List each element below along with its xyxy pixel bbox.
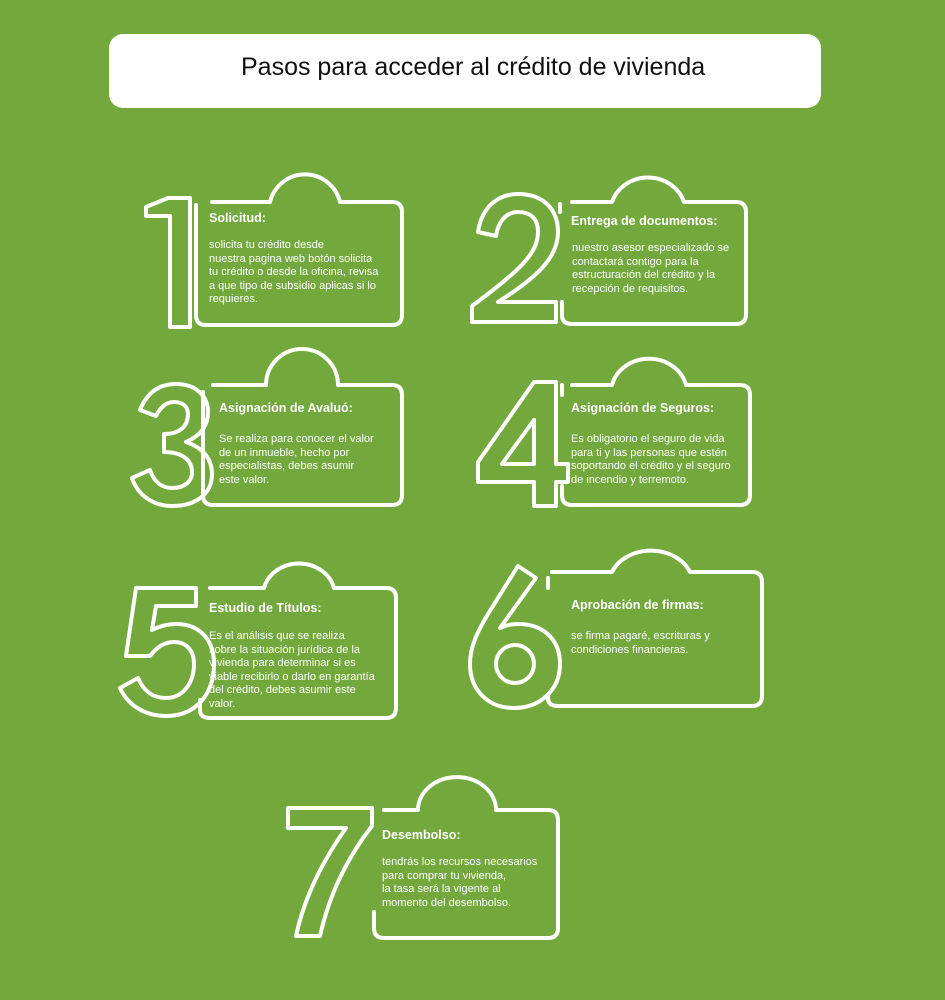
step-3-numeral — [132, 384, 212, 506]
step-5-body: Es el análisis que se realiza sobre la situación jurídica de la vivienda para determinar si es viable recibirlo o darlo en garantía del crédito, debes asumir este valor. — [209, 630, 375, 710]
step-2-numeral — [472, 194, 558, 322]
step-5-title: Estudio de Títulos: — [209, 601, 322, 615]
step-6-numeral-hole — [496, 645, 534, 683]
step-4-title: Asignación de Seguros: — [571, 401, 715, 415]
step-3-title: Asignación de Avaluó: — [219, 401, 353, 415]
step-2-title: Entrega de documentos: — [571, 214, 718, 228]
step-5-numeral — [120, 588, 214, 716]
step-1-title: Solicitud: — [209, 211, 266, 225]
step-7-body: tendrás los recursos necesarios para comprar tu vivienda, la tasa será la vigente al momento del desembolso. — [382, 856, 538, 909]
step-6-title: Aprobación de firmas: — [571, 598, 704, 612]
step-1-numeral — [146, 198, 190, 327]
step-2-body: nuestro asesor especializado se contactará contigo para la estructuración del crédito y la recepción de requisitos. — [572, 242, 730, 295]
step-6-frame — [548, 551, 762, 706]
page-title: Pasos para acceder al crédito de vivienda — [241, 53, 706, 81]
step-1-body: solicita tu crédito desde nuestra pagina web botón solicita tu crédito o desde la oficina, revisa a que tipo de subsidio aplicas si lo requieres. — [209, 239, 379, 306]
step-7-numeral — [288, 808, 372, 936]
step-4-body: Es obligatorio el seguro de vida para ti y las personas que estén soportando el crédito y el seguro de incendio y terremoto. — [571, 433, 731, 486]
step-3-body: Se realiza para conocer el valor de un inmueble, hecho por especialistas, debes asumir este valor. — [219, 433, 374, 486]
step-7-title: Desembolso: — [382, 828, 461, 842]
step-6-body: se firma pagaré, escrituras y condiciones financieras. — [571, 630, 710, 656]
step-4-numeral — [478, 382, 568, 506]
